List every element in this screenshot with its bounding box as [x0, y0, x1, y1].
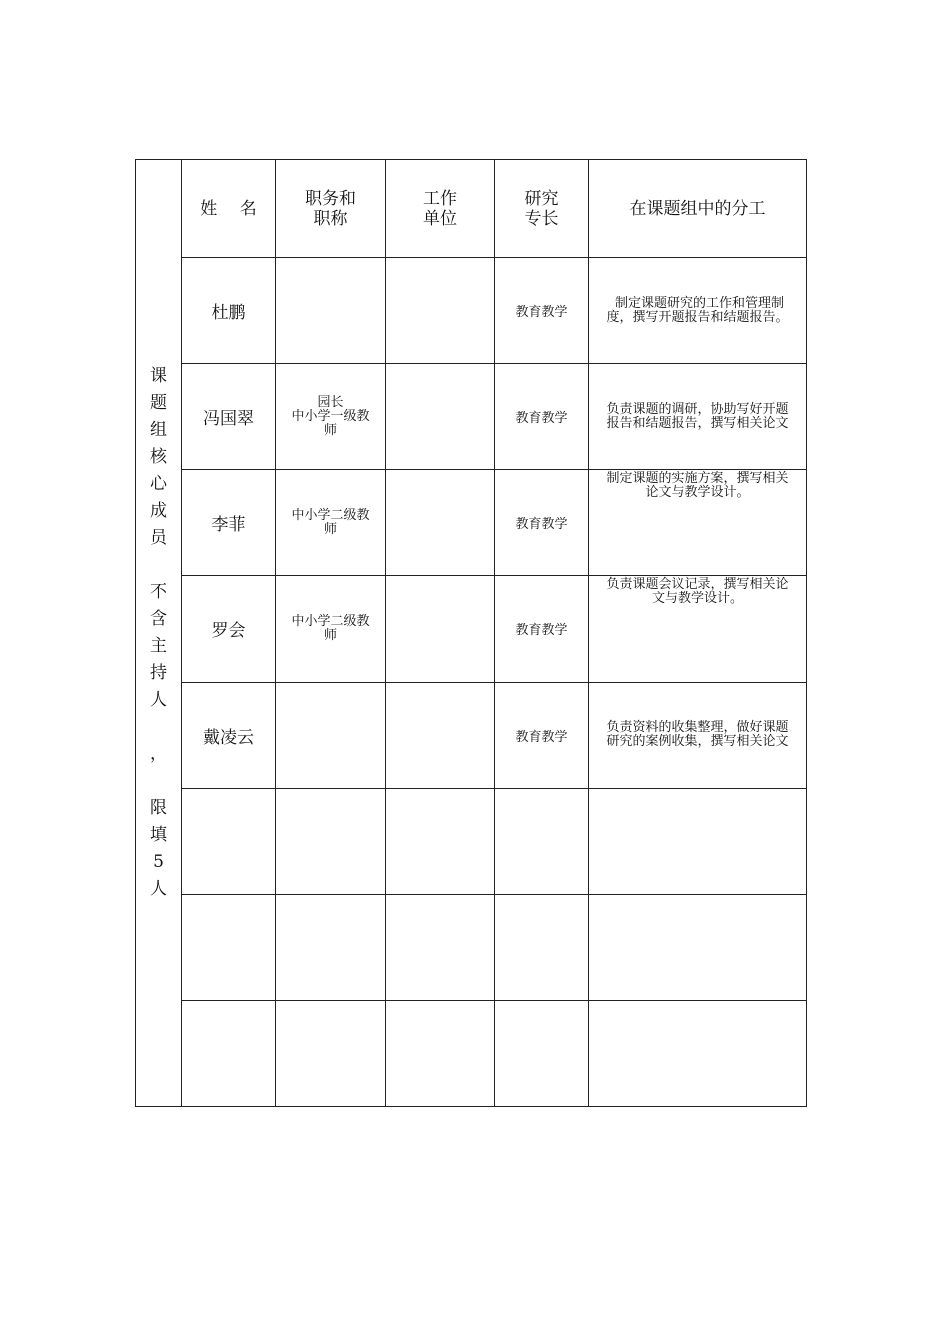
- member-duty-line2: 论文与教学设计。: [645, 485, 750, 501]
- member-specialty-cell[interactable]: 教育教学: [495, 682, 589, 788]
- header-row: [136, 160, 807, 258]
- empty-unit-cell[interactable]: [386, 894, 495, 1000]
- empty-specialty-cell[interactable]: [495, 1000, 589, 1106]
- member-duty-line2: 报告和结题报告，撰写相关论文: [606, 415, 789, 431]
- member-title-cell[interactable]: [276, 258, 386, 364]
- member-title-line2: 中小学二级教: [291, 507, 370, 523]
- header-title-line1: 职务和: [305, 188, 356, 209]
- member-title-line2: 中小学二级教: [291, 613, 370, 629]
- empty-title-cell[interactable]: [276, 788, 386, 894]
- member-title-line1: 园长: [317, 394, 344, 410]
- member-duty-cell[interactable]: [589, 364, 807, 470]
- side-label: 课 题 组 核 心 成 员 不 含 主 持 人 ， 限 填 5 人: [150, 366, 167, 899]
- empty-unit-cell[interactable]: [386, 1000, 495, 1106]
- member-name-cell[interactable]: 戴凌云: [182, 682, 276, 788]
- member-duty-line2: 文与教学设计。: [651, 591, 743, 607]
- member-row: [136, 682, 807, 788]
- member-row: [136, 364, 807, 470]
- member-duty-cell[interactable]: [589, 470, 807, 576]
- member-duty-line1: 制定课题的实施方案，撰写相关: [606, 471, 789, 487]
- member-row: [136, 576, 807, 682]
- member-row: [136, 470, 807, 576]
- member-unit-cell[interactable]: [386, 470, 495, 576]
- member-duty-line1: 负责课题的调研，协助写好开题: [606, 401, 789, 417]
- empty-row: [136, 788, 807, 894]
- member-duty-line1: 负责资料的收集整理，做好课题: [606, 720, 789, 736]
- member-duty-cell[interactable]: [589, 576, 807, 682]
- side-label-cell: [136, 160, 182, 1107]
- member-duty-line1: 负责课题会议记录，撰写相关论: [606, 577, 789, 593]
- member-duty-cell[interactable]: [589, 258, 807, 364]
- member-title-cell[interactable]: [276, 364, 386, 470]
- member-row: [136, 258, 807, 364]
- member-title-line3: 师: [323, 521, 337, 537]
- empty-title-cell[interactable]: [276, 894, 386, 1000]
- empty-duty-cell[interactable]: [589, 1000, 807, 1106]
- member-unit-cell[interactable]: [386, 576, 495, 682]
- header-name: [182, 160, 276, 258]
- member-duty-line2: 研究的案例收集，撰写相关论文: [606, 734, 789, 750]
- member-specialty-cell[interactable]: 教育教学: [495, 364, 589, 470]
- empty-duty-cell[interactable]: [589, 894, 807, 1000]
- empty-specialty-cell[interactable]: [495, 894, 589, 1000]
- header-title-line2: 职称: [313, 208, 348, 229]
- empty-unit-cell[interactable]: [386, 788, 495, 894]
- member-title-cell[interactable]: [276, 470, 386, 576]
- header-duty: 在课题组中的分工: [589, 160, 807, 258]
- member-title-cell[interactable]: [276, 682, 386, 788]
- member-name-cell[interactable]: 杜鹏: [182, 258, 276, 364]
- member-specialty-cell[interactable]: 教育教学: [495, 470, 589, 576]
- member-specialty-cell[interactable]: 教育教学: [495, 576, 589, 682]
- member-duty-cell[interactable]: [589, 682, 807, 788]
- header-name-text: 姓 名: [200, 198, 257, 219]
- empty-specialty-cell[interactable]: [495, 788, 589, 894]
- empty-name-cell[interactable]: [182, 788, 276, 894]
- member-duty-line1: 制定课题研究的工作和管理制: [614, 295, 784, 311]
- empty-title-cell[interactable]: [276, 1000, 386, 1106]
- member-name-cell[interactable]: 罗会: [182, 576, 276, 682]
- empty-row: [136, 894, 807, 1000]
- member-unit-cell[interactable]: [386, 258, 495, 364]
- member-unit-cell[interactable]: [386, 364, 495, 470]
- header-specialty-line1: 研究: [524, 188, 559, 209]
- core-members-form: [135, 159, 807, 1107]
- header-title: [276, 160, 386, 258]
- member-specialty-cell[interactable]: 教育教学: [495, 258, 589, 364]
- member-name-cell[interactable]: 冯国翠: [182, 364, 276, 470]
- header-specialty-line2: 专长: [524, 208, 559, 229]
- empty-duty-cell[interactable]: [589, 788, 807, 894]
- member-title-line2: 中小学一级教: [291, 408, 370, 424]
- member-duty-line2: 度，撰写开题报告和结题报告。: [606, 309, 789, 325]
- header-unit-line1: 工作: [423, 188, 457, 209]
- empty-name-cell[interactable]: [182, 894, 276, 1000]
- member-title-line3: 师: [323, 422, 337, 438]
- member-name-cell[interactable]: 李菲: [182, 470, 276, 576]
- member-title-cell[interactable]: [276, 576, 386, 682]
- header-specialty: [495, 160, 589, 258]
- header-unit-line2: 单位: [423, 208, 457, 229]
- empty-name-cell[interactable]: [182, 1000, 276, 1106]
- header-unit: [386, 160, 495, 258]
- member-title-line3: 师: [323, 627, 337, 643]
- member-unit-cell[interactable]: [386, 682, 495, 788]
- empty-row: [136, 1000, 807, 1106]
